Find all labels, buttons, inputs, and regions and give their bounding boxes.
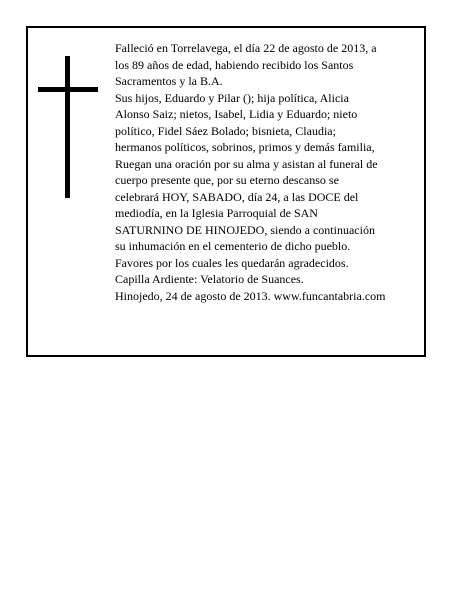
notice-line: celebrará HOY, SABADO, día 24, a las DOCE del <box>115 189 359 204</box>
notice-line: Capilla Ardiente: Velatorio de Suances. <box>115 272 304 286</box>
obituary-notice <box>26 26 426 357</box>
notice-line: cuerpo presente que, por su eterno descanso se <box>115 173 339 187</box>
cross-vertical-bar <box>65 56 70 198</box>
notice-line: su inhumación en el cementerio de dicho pueblo. <box>115 239 351 253</box>
notice-line: SATURNINO DE HINOJEDO, siendo a continuación <box>115 222 375 237</box>
notice-line: Sacramentos y la B.A. <box>115 74 223 88</box>
notice-line: Alonso Saiz; nietos, Isabel, Lidia y Eduardo; nieto <box>115 107 358 121</box>
notice-line: Sus hijos, Eduardo y Pilar (); hija política, Alicia <box>115 90 349 105</box>
notice-line: Favores por los cuales les quedarán agradecidos. <box>115 255 349 270</box>
notice-line: político, Fidel Sáez Bolado; bisnieta, Claudia; <box>115 123 336 138</box>
notice-line: los 89 años de edad, habiendo recibido los Santos <box>115 57 354 72</box>
notice-line: Hinojedo, 24 de agosto de 2013. www.funcantabria.com <box>115 288 386 303</box>
notice-line: hermanos políticos, sobrinos, primos y demás familia, <box>115 140 375 154</box>
notice-line: Falleció en Torrelavega, el día 22 de agosto de 2013, a <box>115 41 377 55</box>
cross-icon <box>38 56 98 198</box>
notice-text <box>115 40 427 304</box>
notice-line: mediodía, en la Iglesia Parroquial de SAN <box>115 206 318 220</box>
cross-horizontal-bar <box>38 87 98 92</box>
notice-line: Ruegan una oración por su alma y asistan al funeral de <box>115 156 378 171</box>
